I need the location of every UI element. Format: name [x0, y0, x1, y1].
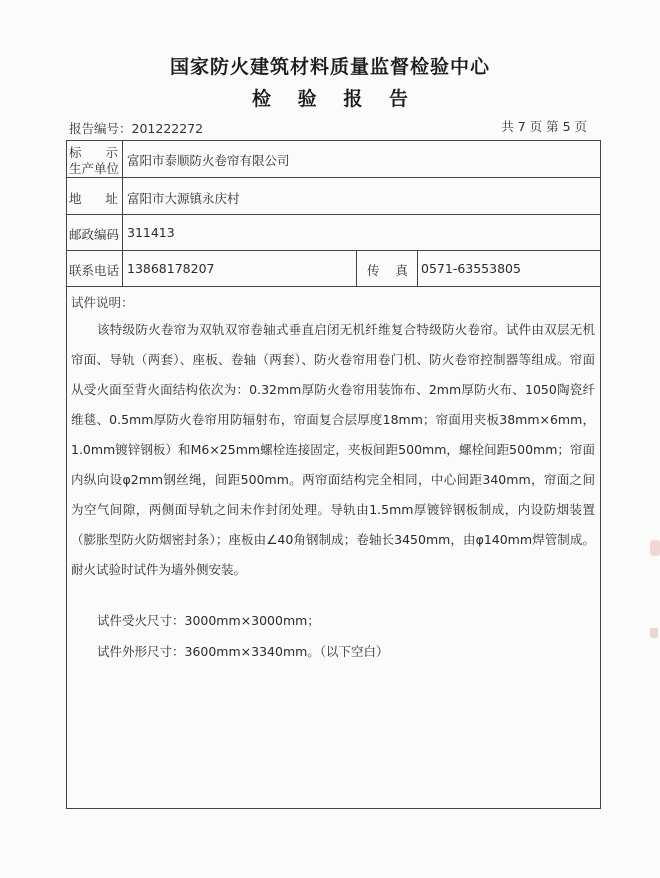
producer-label-line1: 标 示 [69, 145, 118, 160]
title-char: 验 [297, 88, 317, 110]
seal-mark [650, 628, 658, 638]
specimen-description: 该特级防火卷帘为双轨双帘卷轴式垂直启闭无机纤维复合特级防火卷帘。试件由双层无机帘面、导轨（两套）、座板、卷轴（两套）、防火卷帘用卷门机、防火卷帘控制器等组成。帘面从受火面至背火面结构依次为：0.32mm厚防火卷帘用装饰布、2mm厚防火布、1050陶瓷纤维毯、0.5mm厚防火卷帘用防辐射布，帘面复合层厚度18mm；帘面用夹板38mm×6mm，1.0mm镀锌钢板）和M6×25mm螺栓连接固定，夹板间距500mm，螺栓间距500mm；帘面内纵向设φ2mm钢丝绳，间距500mm。两帘面结构完全相同，中心间距340mm，帘面之间为空气间隙，两侧面导轨之间未作封闭处理。导轨由1.5mm厚镀锌钢板制成，内设防烟装置（膨胀型防火防烟密封条）；座板由∠40角钢制成；卷轴长3450mm，由φ140mm焊管制成。耐火试验时试件为墙外侧安装。 [71, 322, 595, 577]
phone-row [67, 251, 600, 287]
notes-heading: 试件说明： [71, 295, 134, 310]
phone-value: 13868178207 [127, 261, 215, 276]
postcode-value: 311413 [127, 225, 175, 240]
producer-row [67, 141, 600, 178]
fax-value: 0571-63553805 [421, 261, 521, 276]
report-table [66, 140, 601, 809]
address-value: 富阳市大源镇永庆村 [127, 191, 240, 206]
postcode-row [67, 215, 600, 251]
report-number-value: 201222272 [131, 121, 204, 136]
report-number [69, 119, 203, 137]
fax-label: 传 真 [367, 263, 408, 278]
title-char: 报 [343, 88, 363, 110]
organization-title: 国家防火建筑材料质量监督检验中心 [169, 56, 490, 78]
address-label: 地 址 [69, 191, 118, 206]
producer-label-line2: 生产单位 [69, 161, 120, 176]
producer-value: 富阳市泰顺防火卷帘有限公司 [127, 153, 290, 168]
address-row [67, 178, 600, 215]
title-char: 告 [388, 88, 408, 110]
page-info: 共 7 页 第 5 页 [501, 119, 587, 134]
report-number-label: 报告编号： [69, 121, 132, 136]
seal-mark [650, 540, 660, 556]
outer-dimension: 试件外形尺寸：3600mm×3340mm。（以下空白） [97, 644, 389, 659]
phone-label: 联系电话 [69, 263, 120, 278]
postcode-label: 邮政编码 [69, 227, 120, 242]
fire-exposed-size: 试件受火尺寸：3000mm×3000mm； [97, 613, 320, 628]
title-char: 检 [252, 88, 272, 110]
report-title [0, 84, 660, 111]
